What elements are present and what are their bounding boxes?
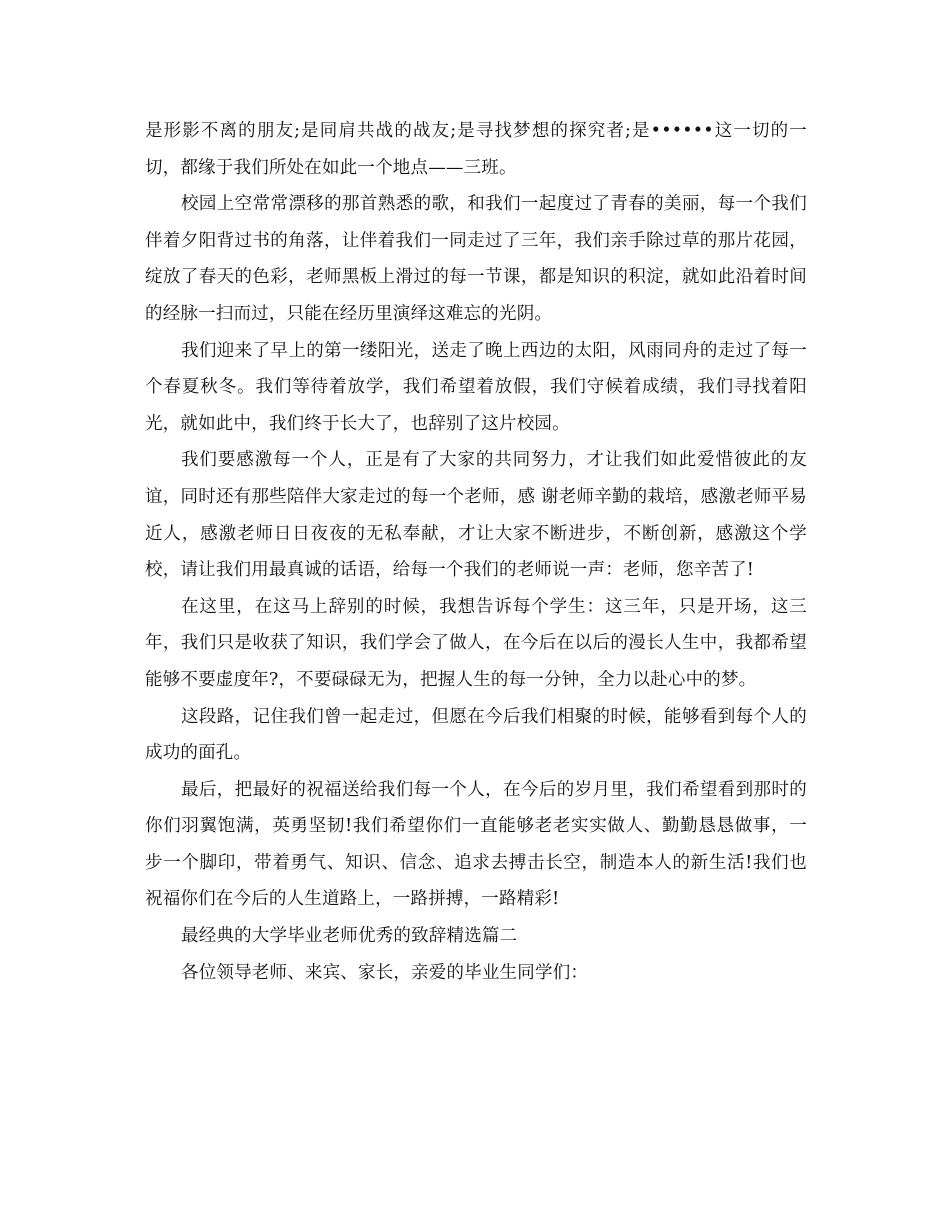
document-page	[145, 113, 807, 991]
paragraph-this-road: 这段路，记住我们曾一起走过，但愿在今后我们相聚的时候，能够看到每个人的成功的面孔。	[145, 706, 807, 764]
paragraph-blessing: 最后，把最好的祝福送给我们每一个人，在今后的岁月里，我们希望看到那时的你们羽翼饱满，英勇坚韧!我们希望你们一直能够老老实实做人、勤勤恳恳做事，一步一个脚印，带着勇气、知识、信念、追求去搏击长空，制造本人的新生活!我们也祝福你们在今后的人生道路上，一路拼搏，一路精彩!	[145, 779, 807, 910]
salutation: 各位领导老师、来宾、家长，亲爱的毕业生同学们：	[181, 962, 589, 983]
paragraph-continuation: 是形影不离的朋友;是同肩共战的战友;是寻找梦想的探究者;是••••••这一切的一切，都缘于我们所处在如此一个地点——三班。	[145, 121, 807, 178]
section-heading: 最经典的大学毕业老师优秀的致辞精选篇二	[181, 926, 518, 947]
paragraph-campus-song: 校园上空常常漂移的那首熟悉的歌，和我们一起度过了青春的美丽，每一个我们伴着夕阳背过书的角落，让伴着我们一同走过了三年，我们亲手除过草的那片花园，绽放了春天的色彩，老师黑板上滑过的每一节课，都是知识的积淀，就如此沿着时间的经脉一扫而过，只能在经历里演绎这难忘的光阴。	[145, 194, 807, 324]
paragraph-farewell: 在这里，在这马上辞别的时候，我想告诉每个学生：这三年，只是开场，这三年，我们只是收获了知识，我们学会了做人，在今后在以后的漫长人生中，我都希望能够不要虚度年?，不要碌碌无为，把握人生的每一分钟，全力以赴心中的梦。	[145, 596, 807, 690]
paragraph-gratitude: 我们要感激每一个人，正是有了大家的共同努力，才让我们如此爱惜彼此的友谊，同时还有那些陪伴大家走过的每一个老师，感 谢老师辛勤的栽培，感激老师平易近人，感激老师日日夜夜的无私奉献，才让大家不断进步，不断创新，感激这个学校，请让我们用最真诚的话语，给每一个我们的老师说一声：老师，您辛苦了!	[145, 450, 807, 581]
paragraph-sunlight: 我们迎来了早上的第一缕阳光，送走了晚上西边的太阳，风雨同舟的走过了每一个春夏秋冬。我们等待着放学，我们希望着放假，我们守候着成绩，我们寻找着阳光，就如此中，我们终于长大了，也辞别了这片校园。	[145, 340, 807, 434]
